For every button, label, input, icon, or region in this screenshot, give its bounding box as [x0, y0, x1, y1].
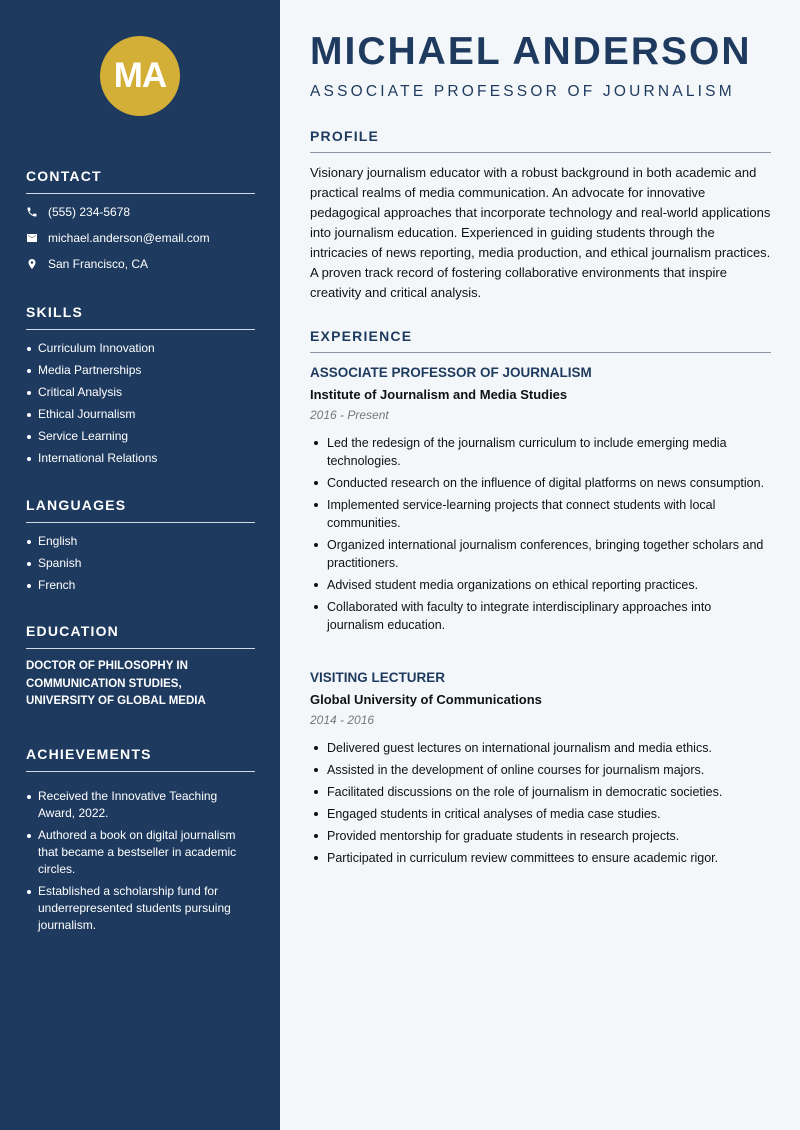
contact-email	[26, 225, 210, 251]
sidebar	[0, 0, 280, 1130]
email-icon	[26, 232, 38, 244]
location-text: San Francisco, CA	[48, 257, 149, 271]
skills-list	[26, 340, 255, 472]
job-bullet: Delivered guest lectures on international journalism and media ethics.	[310, 739, 771, 757]
job-bullet: Assisted in the development of online courses for journalism majors.	[310, 761, 771, 779]
job-bullet: Collaborated with faculty to integrate interdisciplinary approaches into journalism education.	[310, 598, 771, 634]
achievement-item: Established a scholarship fund for underrepresented students pursuing journalism.	[26, 883, 241, 934]
language-item: French	[26, 577, 255, 594]
skill-item: Ethical Journalism	[26, 406, 255, 423]
job-bullet: Advised student media organizations on ethical reporting practices.	[310, 576, 771, 594]
job-bullet: Implemented service-learning projects that connect students with local communities.	[310, 496, 771, 532]
phone-icon	[26, 206, 38, 218]
phone-text: (555) 234-5678	[48, 205, 131, 219]
job-role: VISITING LECTURER	[310, 670, 446, 685]
skill-item: Critical Analysis	[26, 384, 255, 401]
job-entry	[310, 670, 771, 871]
job-bullet: Organized international journalism conferences, bringing together scholars and practitioners.	[310, 536, 771, 572]
job-bullets	[310, 739, 771, 867]
profile-text: Visionary journalism educator with a robust background in both academic and practical realms of media communication. An advocate for innovative pedagogical approaches that incorporate technology and real-world applications into journalism education. Experienced in guiding students through the intricacies of news reporting, media production, and ethical journalism practices. A proven track record of fostering collaborative environments that inspire creativity and critical analysis.	[310, 165, 771, 300]
achievement-item: Received the Innovative Teaching Award, 2022.	[26, 788, 241, 822]
job-bullet: Participated in curriculum review committees to ensure academic rigor.	[310, 849, 771, 867]
job-organization: Institute of Journalism and Media Studies	[310, 387, 568, 402]
job-role: ASSOCIATE PROFESSOR OF JOURNALISM	[310, 365, 592, 380]
experience-heading: EXPERIENCE	[310, 328, 771, 353]
job-organization: Global University of Communications	[310, 692, 542, 707]
education-degree: DOCTOR OF PHILOSOPHY IN COMMUNICATION STUDIES, UNIVERSITY OF GLOBAL MEDIA	[26, 660, 206, 707]
skill-item: International Relations	[26, 450, 255, 467]
job-bullet: Facilitated discussions on the role of journalism in democratic societies.	[310, 783, 771, 801]
location-pin-icon	[26, 258, 38, 270]
skills-heading: SKILLS	[26, 304, 255, 330]
achievements-list	[26, 788, 241, 939]
email-text: michael.anderson@email.com	[48, 231, 210, 245]
achievement-item: Authored a book on digital journalism that became a bestseller in academic circles.	[26, 827, 241, 878]
job-entry	[310, 365, 771, 638]
skill-item: Curriculum Innovation	[26, 340, 255, 357]
job-dates: 2016 - Present	[310, 408, 389, 422]
job-dates: 2014 - 2016	[310, 713, 375, 727]
contact-list	[26, 199, 210, 277]
full-name: MICHAEL ANDERSON	[310, 30, 752, 73]
job-bullet: Provided mentorship for graduate students in research projects.	[310, 827, 771, 845]
languages-heading: LANGUAGES	[26, 497, 255, 523]
contact-phone	[26, 199, 210, 225]
skill-item: Service Learning	[26, 428, 255, 445]
languages-list	[26, 533, 255, 599]
job-bullet: Conducted research on the influence of digital platforms on news consumption.	[310, 474, 771, 492]
job-bullet: Led the redesign of the journalism curriculum to include emerging media technologies.	[310, 434, 771, 470]
contact-location	[26, 251, 210, 277]
contact-heading: CONTACT	[26, 168, 255, 194]
language-item: English	[26, 533, 255, 550]
language-item: Spanish	[26, 555, 255, 572]
job-bullet: Engaged students in critical analyses of media case studies.	[310, 805, 771, 823]
achievements-heading: ACHIEVEMENTS	[26, 746, 255, 772]
profile-heading: PROFILE	[310, 128, 771, 153]
education-heading: EDUCATION	[26, 623, 255, 649]
job-title: ASSOCIATE PROFESSOR OF JOURNALISM	[310, 83, 735, 100]
avatar: MA	[100, 36, 180, 116]
job-bullets	[310, 434, 771, 634]
skill-item: Media Partnerships	[26, 362, 255, 379]
